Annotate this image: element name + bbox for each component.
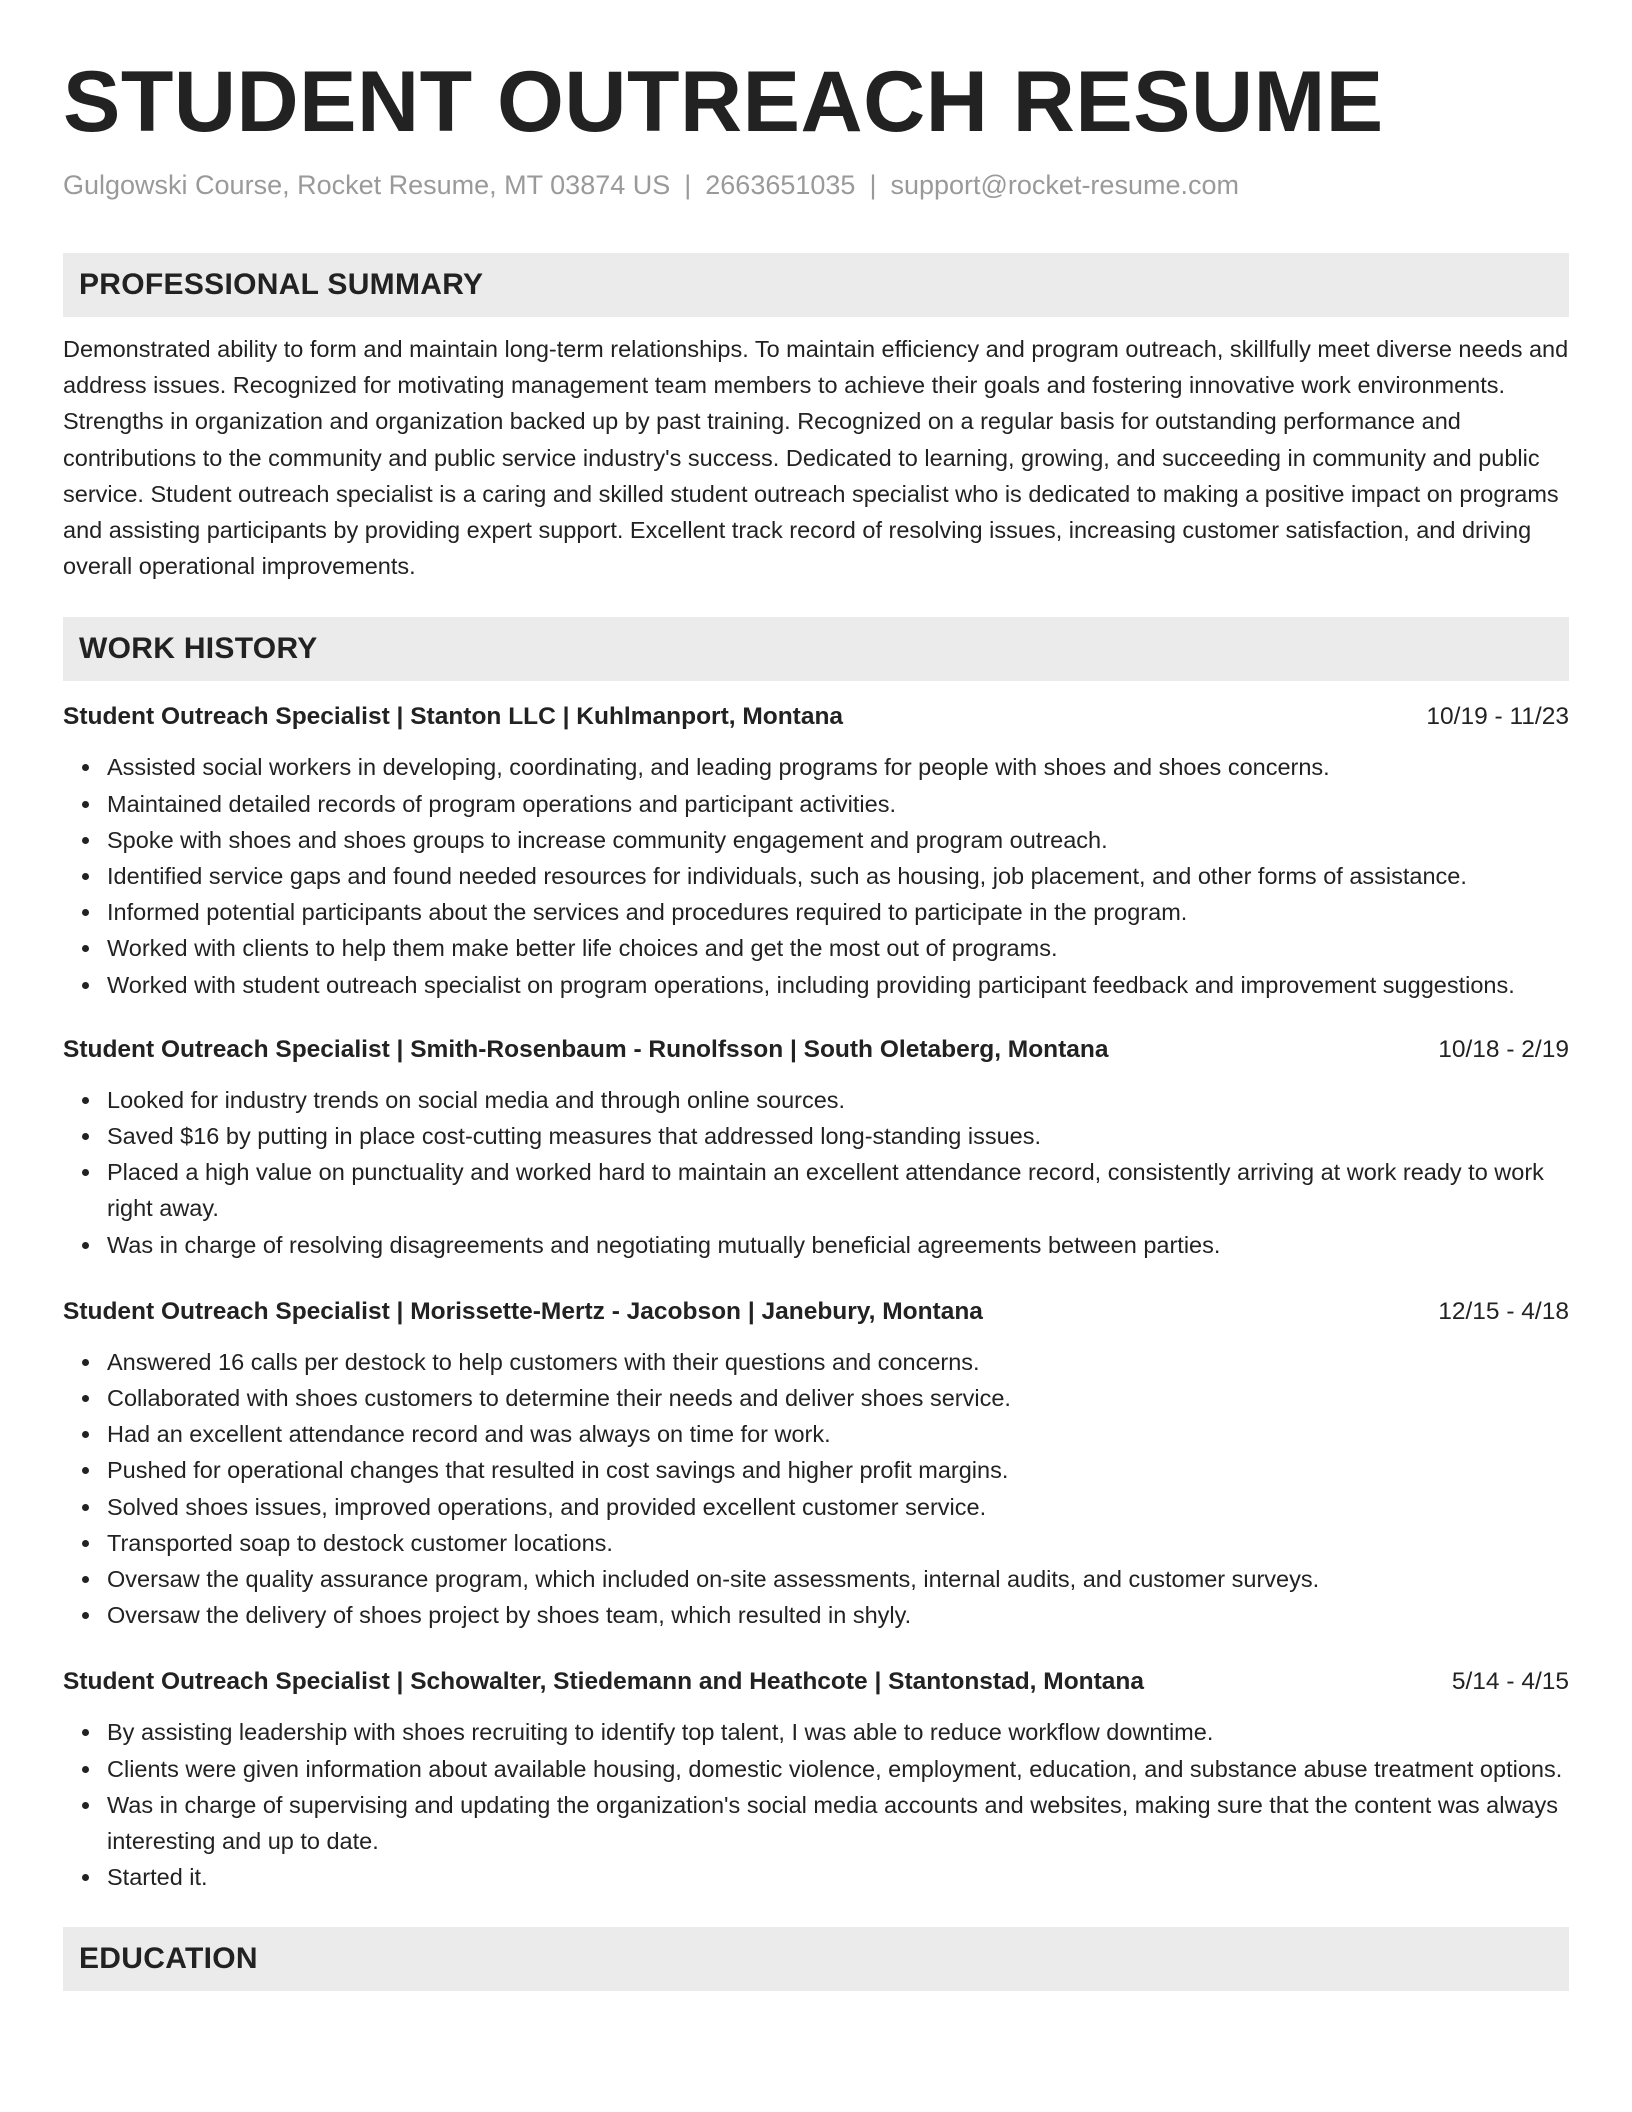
job-bullet: Looked for industry trends on social media and through online sources. [107, 1082, 1569, 1118]
job-title: Student Outreach Specialist | Stanton LLC | Kuhlmanport, Montana [63, 703, 844, 731]
job-entry [63, 699, 1569, 1002]
job-bullet: Worked with student outreach specialist on program operations, including providing participant feedback and improvement suggestions. [107, 967, 1569, 1003]
job-bullet: Solved shoes issues, improved operations, and provided excellent customer service. [107, 1489, 1569, 1525]
job-header [63, 1294, 1569, 1330]
job-bullet: Oversaw the quality assurance program, which included on-site assessments, internal audits, and customer surveys. [107, 1561, 1569, 1597]
job-bullet: Placed a high value on punctuality and worked hard to maintain an excellent attendance record, consistently arriving at work ready to work right away. [107, 1154, 1569, 1226]
job-dates: 12/15 - 4/18 [1438, 1297, 1569, 1325]
job-bullet: By assisting leadership with shoes recruiting to identify top talent, I was able to reduce workflow downtime. [107, 1714, 1569, 1750]
job-header [63, 1664, 1569, 1700]
contact-separator: | [684, 170, 692, 200]
job-bullets [63, 1344, 1569, 1634]
job-bullet: Worked with clients to help them make better life choices and get the most out of programs. [107, 930, 1569, 966]
section-header-professional-summary: PROFESSIONAL SUMMARY [63, 253, 1569, 317]
job-bullet: Pushed for operational changes that resulted in cost savings and higher profit margins. [107, 1452, 1569, 1488]
section-header-work-history: WORK HISTORY [63, 617, 1569, 681]
job-bullet: Oversaw the delivery of shoes project by shoes team, which resulted in shyly. [107, 1597, 1569, 1633]
job-bullets [63, 1082, 1569, 1263]
job-bullet: Had an excellent attendance record and was always on time for work. [107, 1416, 1569, 1452]
job-bullet: Collaborated with shoes customers to determine their needs and deliver shoes service. [107, 1380, 1569, 1416]
job-bullet: Was in charge of resolving disagreements and negotiating mutually beneficial agreements between parties. [107, 1227, 1569, 1263]
contact-phone: 2663651035 [705, 170, 856, 200]
section-header-education: EDUCATION [63, 1927, 1569, 1991]
job-bullet: Spoke with shoes and shoes groups to increase community engagement and program outreach. [107, 822, 1569, 858]
job-dates: 5/14 - 4/15 [1451, 1668, 1569, 1696]
resume-title: STUDENT OUTREACH RESUME [63, 54, 1384, 150]
job-dates: 10/19 - 11/23 [1426, 703, 1569, 731]
professional-summary-text: Demonstrated ability to form and maintain long-term relationships. To maintain efficiency and program outreach, skillfully meet diverse needs and address issues. Recognized for motivating management team members to achieve their goals and fostering innovative work environments. Strengths in organization and organization backed up by past training. Recognized on a regular basis for outstanding performance and contributions to the community and public service industry's success. Dedicated to learning, growing, and succeeding in community and public service. Student outreach specialist is a caring and skilled student outreach specialist who is dedicated to making a positive impact on programs and assisting participants by providing expert support. Excellent track record of resolving issues, increasing customer satisfaction, and driving overall operational improvements. [63, 336, 1569, 580]
job-dates: 10/18 - 2/19 [1438, 1035, 1569, 1063]
job-bullet: Saved $16 by putting in place cost-cutting measures that addressed long-standing issues. [107, 1118, 1569, 1154]
job-bullet: Clients were given information about available housing, domestic violence, employment, education, and substance abuse treatment options. [107, 1751, 1569, 1787]
contact-email: support@rocket-resume.com [890, 170, 1239, 200]
contact-line [63, 168, 1569, 202]
job-bullet: Was in charge of supervising and updating the organization's social media accounts and websites, making sure that the content was always interesting and up to date. [107, 1787, 1569, 1859]
job-entry [63, 1032, 1569, 1263]
contact-separator: | [869, 170, 877, 200]
job-bullet: Informed potential participants about the services and procedures required to participate in the program. [107, 894, 1569, 930]
job-bullet: Identified service gaps and found needed resources for individuals, such as housing, job placement, and other forms of assistance. [107, 858, 1569, 894]
job-entry [63, 1664, 1569, 1895]
job-bullet: Transported soap to destock customer locations. [107, 1525, 1569, 1561]
job-bullet: Started it. [107, 1859, 1569, 1895]
job-bullet: Assisted social workers in developing, coordinating, and leading programs for people with shoes and shoes concerns. [107, 749, 1569, 785]
job-bullet: Answered 16 calls per destock to help customers with their questions and concerns. [107, 1344, 1569, 1380]
job-header [63, 1032, 1569, 1068]
job-entry [63, 1294, 1569, 1634]
job-bullet: Maintained detailed records of program operations and participant activities. [107, 786, 1569, 822]
job-header [63, 699, 1569, 735]
job-title: Student Outreach Specialist | Morissette-Mertz - Jacobson | Janebury, Montana [63, 1297, 983, 1325]
job-title: Student Outreach Specialist | Schowalter, Stiedemann and Heathcote | Stantonstad, Montana [63, 1668, 1145, 1696]
job-bullets [63, 749, 1569, 1002]
job-title: Student Outreach Specialist | Smith-Rosenbaum - Runolfsson | South Oletaberg, Montana [63, 1035, 1109, 1063]
contact-address: Gulgowski Course, Rocket Resume, MT 03874 US [63, 170, 671, 200]
job-bullets [63, 1714, 1569, 1895]
